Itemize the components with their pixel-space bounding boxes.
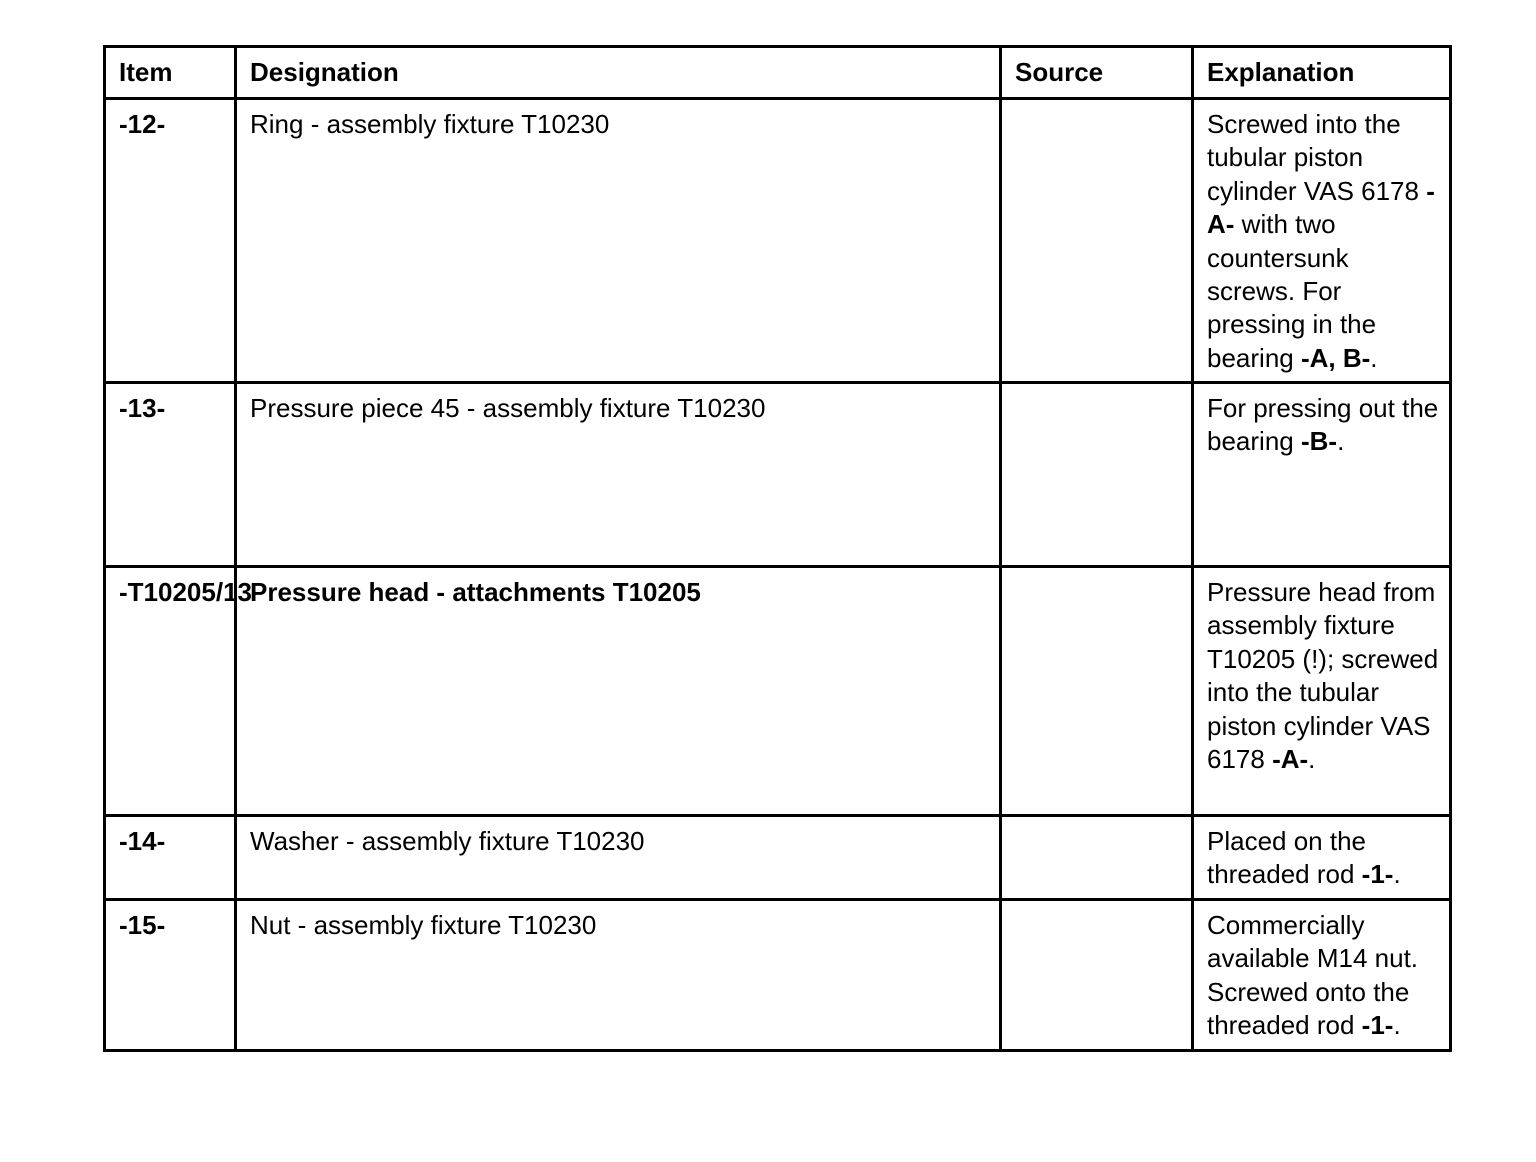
designation-cell: Pressure head - attachments T10205 — [236, 567, 1001, 816]
explanation-text: For pressing out the bearing — [1207, 393, 1439, 457]
explanation-text: Pressure head from assembly fixture T10205 (!); screwed into the tubular piston cylinder VAS 6178 — [1207, 577, 1439, 775]
explanation-cell — [1193, 99, 1451, 383]
designation-cell: Washer - assembly fixture T10230 — [236, 816, 1001, 900]
table-row — [105, 99, 1451, 383]
explanation-text: . — [1370, 342, 1378, 373]
item-cell: -13- — [105, 383, 236, 567]
explanation-text: Commercially available M14 nut. Screwed onto the threaded rod — [1207, 910, 1419, 1041]
explanation-reference: -A- — [1207, 175, 1435, 240]
header-source: Source — [1001, 47, 1193, 99]
source-cell — [1001, 383, 1193, 567]
source-cell — [1001, 816, 1193, 900]
table-row — [105, 900, 1451, 1051]
explanation-text: with two countersunk screws. For pressing in the bearing — [1207, 209, 1377, 373]
explanation-cell — [1193, 567, 1451, 816]
explanation-cell — [1193, 383, 1451, 567]
designation-cell: Pressure piece 45 - assembly fixture T10230 — [236, 383, 1001, 567]
explanation-text: Placed on the threaded rod — [1207, 826, 1367, 890]
item-cell: -12- — [105, 99, 236, 383]
designation-cell: Ring - assembly fixture T10230 — [236, 99, 1001, 383]
item-cell: -T10205/13 — [105, 567, 236, 816]
source-cell — [1001, 900, 1193, 1051]
header-item: Item — [105, 47, 236, 99]
explanation-text: . — [1308, 744, 1316, 775]
item-cell: -15- — [105, 900, 236, 1051]
source-cell — [1001, 567, 1193, 816]
table-row — [105, 383, 1451, 567]
explanation-cell — [1193, 900, 1451, 1051]
parts-table — [103, 45, 1452, 1052]
explanation-reference: -1- — [1361, 859, 1394, 890]
explanation-text: . — [1393, 1010, 1401, 1041]
table-row — [105, 816, 1451, 900]
item-cell: -14- — [105, 816, 236, 900]
explanation-text: . — [1393, 859, 1401, 890]
explanation-text: . — [1337, 426, 1345, 457]
explanation-reference: -1- — [1361, 1010, 1394, 1041]
designation-cell: Nut - assembly fixture T10230 — [236, 900, 1001, 1051]
explanation-cell — [1193, 816, 1451, 900]
source-cell — [1001, 99, 1193, 383]
table-header-row — [105, 47, 1451, 99]
header-explanation: Explanation — [1193, 47, 1451, 99]
explanation-reference: -B- — [1300, 426, 1338, 457]
header-designation: Designation — [236, 47, 1001, 99]
explanation-reference: -A- — [1272, 744, 1309, 775]
explanation-reference: -A, B- — [1300, 342, 1371, 373]
table-row — [105, 567, 1451, 816]
explanation-text: Screwed into the tubular piston cylinder VAS 6178 — [1207, 109, 1427, 206]
